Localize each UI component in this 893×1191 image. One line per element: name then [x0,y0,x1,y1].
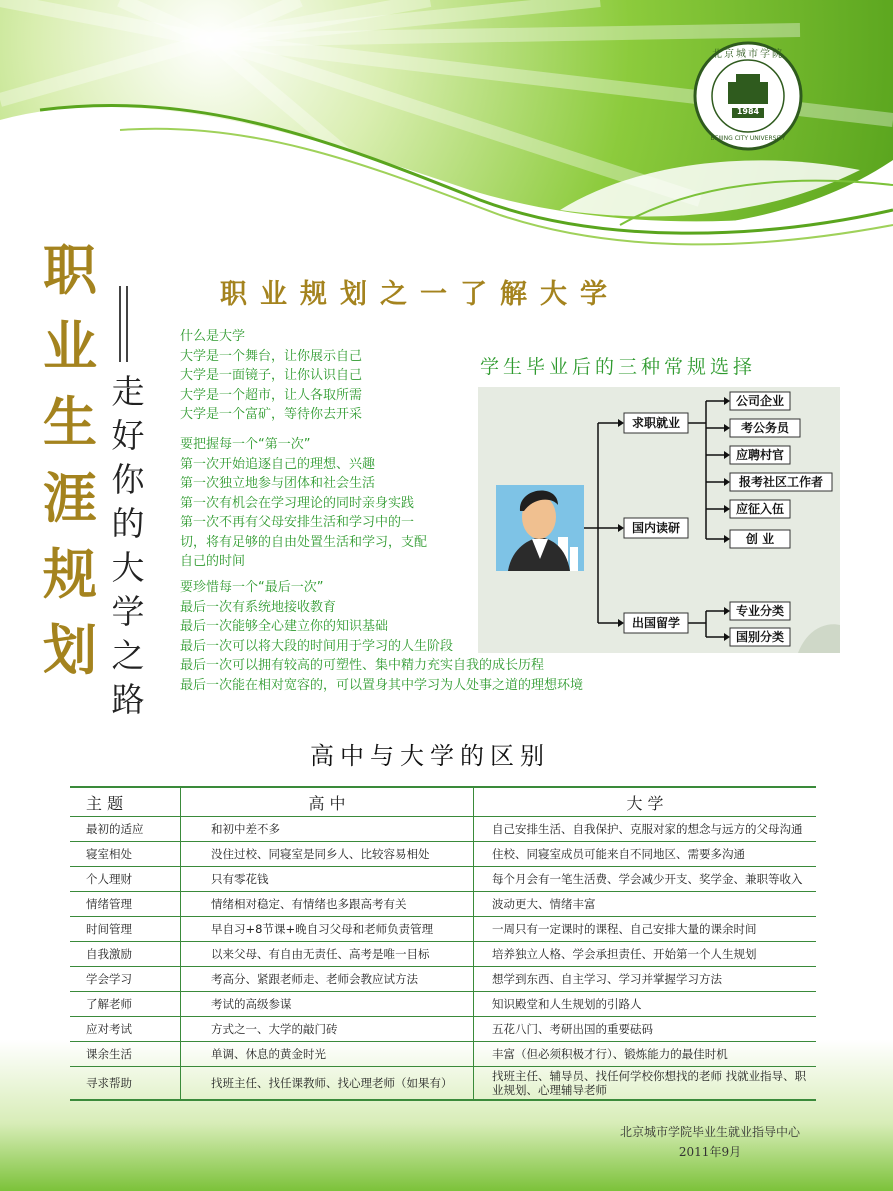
student-portrait-icon [496,485,584,571]
table-row [70,942,816,967]
table-cell: 没住过校、同寝室是同乡人、比较容易相处 [181,842,474,867]
paragraph-line: 最后一次可以拥有较高的可塑性、集中精力充实自我的成长历程 [180,658,545,673]
table-cell: 找班主任、辅导员、找任何学校你想找的老师 找就业指导、职业规划、心理辅导老师 [474,1067,817,1101]
table-cell: 考试的高级参谋 [181,992,474,1017]
branch-label: 国内读研 [631,521,681,535]
vertical-title-char: 涯 [43,466,97,530]
table-cell: 想学到东西、自主学习、学习并掌握学习方法 [474,967,817,992]
column-header: 主 题 [70,787,181,817]
table-cell: 了解老师 [70,992,181,1017]
paragraph-line: 最后一次有系统地接收教育 [180,599,337,615]
table-row [70,867,816,892]
table-cell: 每个月会有一笔生活费、学会减少开支、奖学金、兼职等收入 [474,867,817,892]
paragraph-line: 最后一次可以将大段的时间用于学习的人生阶段 [180,638,454,654]
table-cell: 只有零花钱 [181,867,474,892]
job-option-label: 应聘村官 [735,448,785,462]
table-cell: 自己安排生活、自我保护、克服对家的想念与远方的父母沟通 [474,817,817,842]
paragraph-line: 大学是一个富矿，等待你去开采 [180,407,363,422]
vertical-subtitle-char: 的 [111,504,145,543]
table-row [70,1017,816,1042]
vertical-dash [119,286,129,362]
table-row [70,992,816,1017]
table-cell: 考高分、紧跟老师走、老师会教应试方法 [181,967,474,992]
table-cell: 早自习+8节课+晚自习父母和老师负责管理 [181,917,474,942]
vertical-subtitle-char: 你 [111,460,145,499]
university-logo [692,40,804,152]
paragraph-line: 大学是一个舞台，让你展示自己 [180,348,363,364]
graduation-choices-diagram [478,387,840,653]
vertical-subtitle-char: 路 [111,680,145,719]
table-cell: 寝室相处 [70,842,181,867]
job-option-label: 应征入伍 [735,502,785,516]
paragraph-line: 切，将有足够的自由处置生活和学习，支配 [180,534,428,550]
paragraph-line: 要把握每一个“第一次” [180,437,311,452]
choices-title: 学生毕业后的三种常规选择 [480,356,757,378]
abroad-option-label: 国别分类 [735,630,785,644]
table-cell: 课余生活 [70,1042,181,1067]
vertical-title [38,232,102,688]
paragraph-line: 大学是一面镜子，让你认识自己 [180,368,363,383]
vertical-subtitle [108,370,148,722]
footer-org: 北京城市学院毕业生就业指导中心 [619,1125,800,1139]
table-cell: 以来父母、有自由无责任、高考是唯一目标 [181,942,474,967]
paragraph-line: 什么是大学 [180,329,246,344]
paragraph-line: 大学是一个超市，让人各取所需 [180,387,363,403]
vertical-title-char: 规 [43,542,97,606]
job-option-label: 创 业 [745,532,775,546]
table-cell: 方式之一、大学的敲门砖 [181,1017,474,1042]
branch-label: 求职就业 [631,416,681,430]
paragraph-line: 第一次有机会在学习理论的同时亲身实践 [180,495,415,511]
table-header-row [70,787,816,817]
vertical-subtitle-char: 学 [111,592,145,631]
table-cell: 五花八门、考研出国的重要砝码 [474,1017,817,1042]
footer [590,1122,830,1162]
table-cell: 培养独立人格、学会承担责任、开始第一个人生规划 [474,942,817,967]
comparison-title: 高中与大学的区别 [310,742,550,770]
table-cell: 情绪相对稳定、有情绪也多跟高考有关 [181,892,474,917]
job-option-label: 报考社区工作者 [738,475,824,489]
table-row [70,967,816,992]
table-cell: 个人理财 [70,867,181,892]
table-row [70,1042,816,1067]
comparison-table [70,786,816,1101]
paragraph-line: 最后一次能在相对宽容的，可以置身其中学习为人处事之道的理想环境 [180,677,584,693]
vertical-title-char: 业 [43,314,97,378]
paragraph-line: 第一次开始追逐自己的理想、兴趣 [180,456,376,472]
table-cell: 应对考试 [70,1017,181,1042]
table-cell: 情绪管理 [70,892,181,917]
table-cell: 知识殿堂和人生规划的引路人 [474,992,817,1017]
vertical-title-char: 职 [43,238,97,302]
table-cell: 和初中差不多 [181,817,474,842]
vertical-subtitle-char: 走 [111,372,145,411]
main-title: 职业规划之一了解大学 [220,279,620,310]
table-row [70,817,816,842]
vertical-subtitle-char: 大 [111,548,145,587]
column-header: 高 中 [181,787,474,817]
column-header: 大 学 [474,787,817,817]
table-cell: 单调、休息的黄金时光 [181,1042,474,1067]
table-cell: 波动更大、情绪丰富 [474,892,817,917]
table-row [70,917,816,942]
job-option-label: 考公务员 [740,421,790,435]
vertical-subtitle-char: 之 [111,636,145,675]
table-cell: 寻求帮助 [70,1067,181,1101]
branch-label: 出国留学 [631,616,681,630]
table-cell: 住校、同寝室成员可能来自不同地区、需要多沟通 [474,842,817,867]
abroad-option-label: 专业分类 [735,604,785,618]
paragraph-line: 第一次不再有父母安排生活和学习中的一 [180,515,415,530]
paragraph-line: 要珍惜每一个“最后一次” [180,580,324,595]
job-option-label: 公司企业 [735,394,785,408]
vertical-subtitle-char: 好 [111,416,145,455]
vertical-title-char: 划 [43,618,97,682]
logo-english-text: BEIJING CITY UNIVERSITY [710,135,786,142]
table-row [70,892,816,917]
paragraph-line: 第一次独立地参与团体和社会生活 [180,476,376,491]
table-cell: 自我激励 [70,942,181,967]
table-cell: 时间管理 [70,917,181,942]
table-row [70,842,816,867]
table-cell: 一周只有一定课时的课程、自己安排大量的课余时间 [474,917,817,942]
table-cell: 丰富（但必须积极才行）、锻炼能力的最佳时机 [474,1042,817,1067]
logo-year: 1984 [736,107,760,116]
footer-date: 2011年9月 [678,1145,742,1159]
table-cell: 最初的适应 [70,817,181,842]
vertical-title-char: 生 [43,390,97,454]
paragraph-line: 自己的时间 [180,554,246,569]
table-row [70,1067,816,1101]
table-cell: 找班主任、找任课教师、找心理老师（如果有） [181,1067,474,1101]
paragraph-line: 最后一次能够全心建立你的知识基础 [180,619,389,634]
logo-seal-text: 北京城市学院 [712,49,784,60]
table-cell: 学会学习 [70,967,181,992]
